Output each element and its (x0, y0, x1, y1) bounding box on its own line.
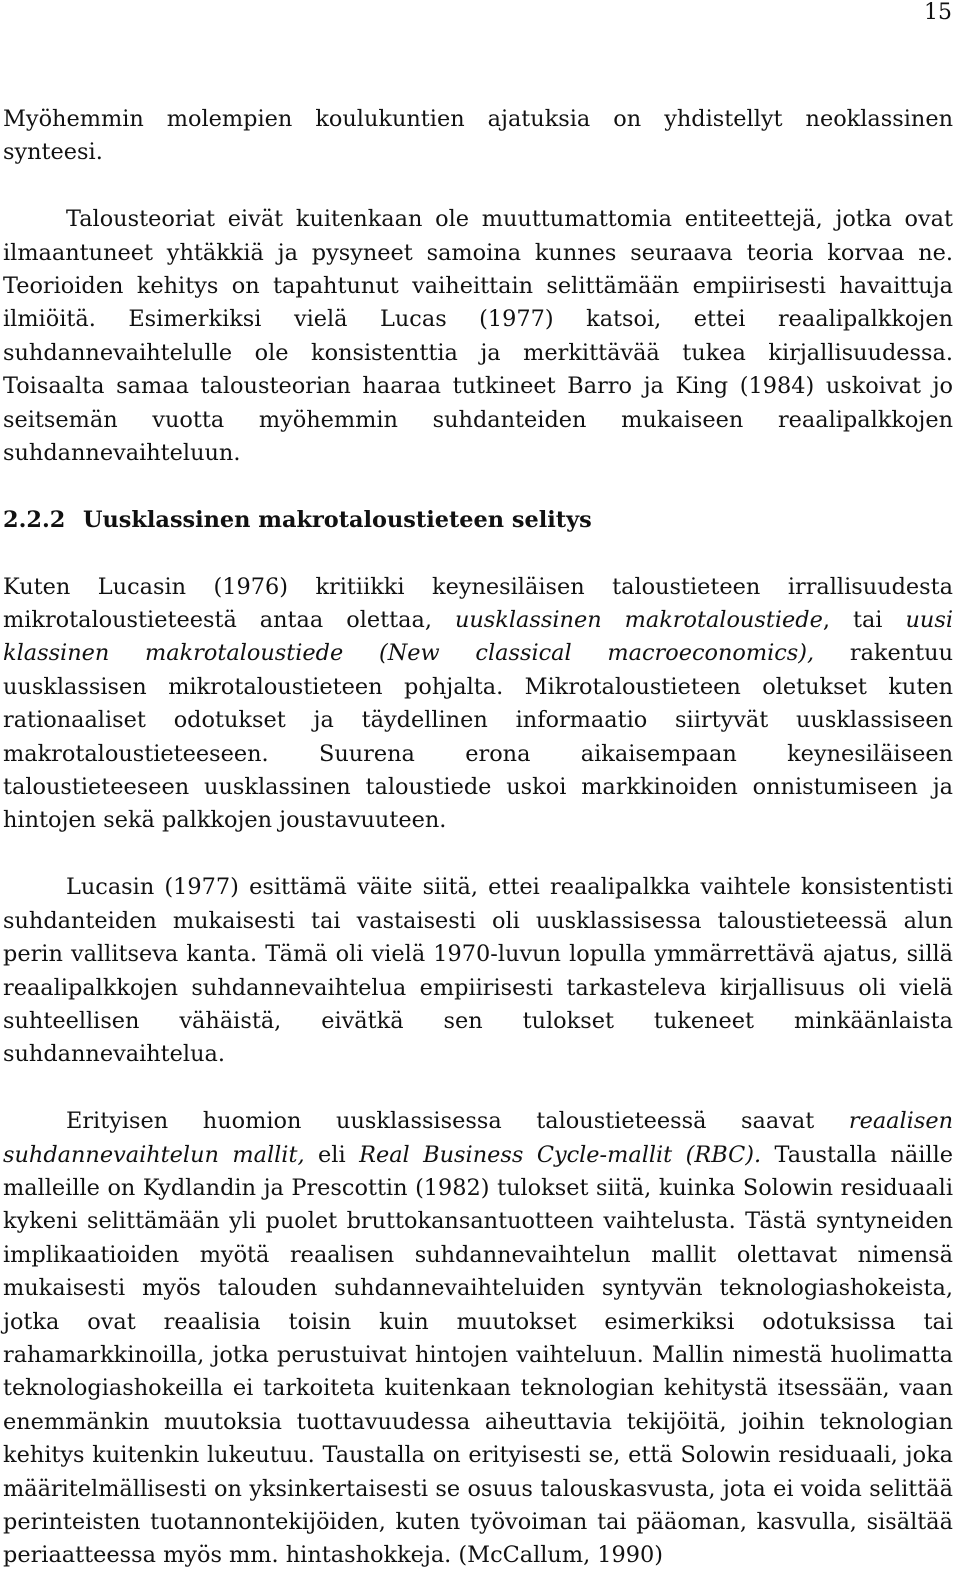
text-run: eli (304, 1141, 360, 1168)
paragraph-neoclassical-synthesis: Myöhemmin molempien koulukuntien ajatuksia on yhdistellyt neoklassinen synteesi. (3, 106, 953, 166)
page-content (3, 103, 953, 1573)
section-number: 2.2.2 (3, 506, 66, 533)
text-run: Taustalla näille malleille on Kydlandin ja Prescottin (1982) tulokset siitä, kuinka Solowin residuaali kykeni selittämään yli puolet bruttokansantuotteen vaihtelusta. Tästä syntyneiden implikaatioiden myötä reaalisen suhdannevaihtelun mallit olettavat nimensä mukaisesti myös talouden suhdannevaihteluiden syntyvän teknologiashokeista, jotka ovat reaalisia toisin kuin muutokset esimerkiksi odotuksissa tai rahamarkkinoilla, jotka perustuivat hintojen vaihteluun. Mallin nimestä huolimatta teknologiashokeilla ei tarkoiteta kuitenkaan teknologian kehitystä itsessään, vaan enemmänkin muutoksia tuottavuudessa aiheuttavia tekijöitä, joihin teknologian kehitys kuitenkin lukeutuu. Taustalla on erityisesti se, että Solowin residuaali, joka määritelmällisesti on yksinkertaisesti se osuus talouskasvusta, jota ei voida selittää perinteisten tuotannontekijöiden, kuten työvoiman tai pääoman, kasvulla, sisältää periaatteessa myös mm. hintashokkeja. (McCallum, 1990) (3, 1141, 953, 1569)
section-heading (3, 504, 953, 537)
paragraph-theory-evolution: Talousteoriat eivät kuitenkaan ole muuttumattomia entiteettejä, jotka ovat ilmaantuneet yhtäkkiä ja pysyneet samoina kunnes seuraava teoria korvaa ne. Teorioiden kehitys on tapahtunut vaiheittain selittämään empiirisesti havaittuja ilmiöitä. Esimerkiksi vielä Lucas (1977) katsoi, ettei reaalipalkkojen suhdannevaihtelulle ole konsistenttia ja merkittävää tukea kirjallisuudessa. Toisaalta samaa talousteorian haaraa tutkineet Barro ja King (1984) uskoivat jo seitsemän vuotta myöhemmin suhdanteiden mukaiseen reaalipalkkojen suhdannevaihteluun. (3, 206, 953, 467)
page-number: 15 (924, 0, 952, 25)
paragraph-new-classical (3, 571, 953, 838)
text-run: Kuten Lucasin (1976) kritiikki keynesiläisen taloustieteen irrallisuudesta mikrotaloustieteestä antaa olettaa, (3, 573, 953, 634)
text-run: Erityisen huomion uusklassisessa taloustieteessä saavat (66, 1108, 849, 1135)
paragraph-spacer (3, 838, 953, 871)
paragraph-spacer (3, 537, 953, 570)
paragraph-spacer (3, 170, 953, 203)
paragraph-spacer (3, 470, 953, 503)
paragraph-lucas-claim: Lucasin (1977) esittämä väite siitä, ettei reaalipalkka vaihtele konsistentisti suhdanteiden mukaisesti tai vastaisesti oli uusklassisessa taloustieteessä alun perin vallitseva kanta. Tämä oli vielä 1970-luvun lopulla ymmärrettävä ajatus, sillä reaalipalkkojen suhdannevaihtelua empiirisesti tarkasteleva kirjallisuus oli vielä suhteellisen vähäistä, eivätkä sen tulokset tukeneet minkäänlaista suhdannevaihtelua. (3, 874, 953, 1068)
italic-term: Real Business Cycle-mallit (RBC). (359, 1141, 762, 1168)
text-run: rakentuu uusklassisen mikrotaloustieteen pohjalta. Mikrotaloustieteen oletukset kuten rationaaliset odotukset ja täydellinen informaatio siirtyvät uusklassiseen makrotaloustieteeseen. Suurena erona aikaisempaan keynesiläiseen taloustieteeseen uusklassinen taloustiede uskoi markkinoiden onnistumiseen ja hintojen sekä palkkojen joustavuuteen. (3, 640, 954, 834)
italic-term: uusi klassinen makrotaloustiede (New classical macroeconomics), (3, 607, 953, 667)
italic-term: reaalisen suhdannevaihtelun mallit, (3, 1108, 953, 1168)
paragraph-spacer (3, 1072, 953, 1105)
paragraph-rbc-models (3, 1105, 953, 1573)
italic-term: uusklassinen makrotaloustiede (454, 607, 823, 634)
text-run: , tai (822, 607, 906, 634)
section-title: Uusklassinen makrotaloustieteen selitys (83, 506, 592, 533)
